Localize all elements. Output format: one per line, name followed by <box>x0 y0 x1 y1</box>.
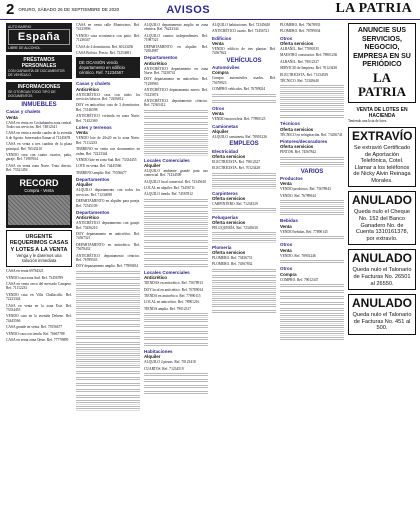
category-carpinteros: Carpinteros <box>212 190 238 196</box>
text-filler <box>144 258 208 262</box>
text-filler <box>144 122 208 126</box>
category-anticretico: Anticrético <box>144 60 167 66</box>
classified-ad: ALQUILO departamento amplio en zona céntrica. Ref. 76223344 <box>144 23 208 32</box>
classified-ad: CASA en venta en Cochabamba zona central. Todos sus servicios. Ref. 74812341 <box>6 120 72 130</box>
text-filler <box>280 212 344 216</box>
category-otros: Otros <box>280 266 293 272</box>
category-anticretico: Anticrético <box>76 215 99 221</box>
text-filler <box>280 157 344 161</box>
category-productos: Productos <box>280 176 303 182</box>
text-filler <box>280 337 344 341</box>
text-filler <box>144 222 208 226</box>
text-filler <box>144 110 208 114</box>
classified-ad: PLOMERO. Ref. 73456731 <box>212 255 253 260</box>
section-empleos: EMPLEOS <box>229 141 259 148</box>
classified-ad: VENDO. Ref. 76789044 <box>280 193 316 198</box>
category-edificios: Edificios <box>212 35 232 41</box>
text-filler <box>144 391 208 395</box>
classified-ad: DEPARTAMENTO en alquiler. Ref. 72654987 <box>144 44 208 54</box>
category-plomeria: Plomería <box>212 244 232 250</box>
classified-ad: CASA en venta cerca del mercado Campero. Ref. 71112233 <box>6 281 72 291</box>
notice-box <box>348 107 416 123</box>
classified-ad: TERRENO amplio. Ref. 75556677 <box>76 170 127 175</box>
category-oferta-servicios: Oferta servicios <box>212 219 246 225</box>
category-oferta-servicios: Oferta servicios <box>212 195 246 201</box>
prestamos-ad <box>6 55 72 79</box>
record-sub: Compra - Venta <box>24 187 54 193</box>
text-filler <box>144 331 208 335</box>
category-otros: Otros <box>280 242 293 248</box>
classified-ad: PLOMERO. Ref. 75678933 <box>280 23 321 27</box>
classified-ad: CASA en venta a tres cuadras de la plaza principal. Ref. 76543210 <box>6 142 72 151</box>
anulado-title-3: ANULADO <box>352 296 412 311</box>
text-filler <box>76 288 140 292</box>
text-filler <box>280 331 344 335</box>
classified-ad: VENDO productos. Ref. 75678943 <box>280 187 331 192</box>
classified-ad: PLOMERO. Ref. 76789034 <box>280 29 321 34</box>
classified-ad: TÉCNICO en refrigeración. Ref. 73456741 <box>280 132 343 137</box>
text-filler <box>212 208 276 212</box>
category-departamentos: Departamentos <box>76 209 110 215</box>
section-varios: VARIOS <box>300 168 324 175</box>
category-venta: Venta <box>280 181 292 187</box>
text-filler <box>212 178 276 182</box>
classified-ad: PELUQUERÍA. Ref. 72345630 <box>212 225 258 230</box>
newspaper-logo: LA PATRIA <box>335 1 412 16</box>
classified-ad: TIENDA amplia. Ref. 79012317 <box>144 306 192 311</box>
category-compra: Compra <box>212 70 229 76</box>
auto-barrio-small: AUTO BARRIO <box>8 25 32 29</box>
espana-logo: España <box>17 31 61 43</box>
text-filler <box>76 277 140 281</box>
text-filler <box>212 184 276 188</box>
informaciones-title: INFORMACIONES <box>17 84 61 90</box>
category-tecnicos: Técnicos <box>280 121 300 127</box>
text-filler <box>144 379 208 383</box>
text-filler <box>212 286 276 290</box>
column-5 <box>280 23 344 509</box>
text-filler <box>144 199 208 203</box>
classified-ad: ELECTRICISTA. Ref. 79012327 <box>212 159 261 164</box>
classified-ad: ANTICRÉTICO departamento nuevo. Ref. 74125874 <box>144 88 208 97</box>
text-filler <box>212 94 276 98</box>
anulado-text-2: Queda nulo el Talonario de Facturas No. 26501 al 26550. <box>352 267 412 287</box>
text-filler <box>280 308 344 312</box>
text-filler <box>144 228 208 232</box>
classified-ad: SERVICIO de limpieza. Ref. 70123438 <box>280 66 338 71</box>
text-filler <box>144 319 208 323</box>
column-6 <box>348 23 416 509</box>
text-filler <box>144 151 208 155</box>
category-casas: Casas y chalets <box>76 81 111 87</box>
classified-ad: PINTOR. Ref. 74567842 <box>280 150 317 155</box>
promo-box <box>348 23 416 103</box>
notice-title: VENTA DE LOTES EN HACIENDA <box>356 106 408 119</box>
classified-ad: DOY departamento en anticrético. Ref. 71258963 <box>144 77 208 86</box>
text-filler <box>76 395 140 399</box>
text-filler <box>280 325 344 329</box>
text-filler <box>144 240 208 244</box>
anulado-text-1: Queda nulo el Cheque No. 152 del Banco Ganadero No. de Cuenta 1310161378, por extravío. <box>354 209 410 242</box>
category-locales: Locales Comerciales <box>144 269 190 275</box>
category-oferta-servicios: Oferta servicios <box>280 144 314 150</box>
category-alquiler: Alquiler <box>76 182 93 188</box>
section-inmuebles: INMUEBLES <box>21 102 57 108</box>
classified-ad: ANTICRÉTICO departamento con garaje. Ref. 73456210 <box>76 221 140 230</box>
classified-ad: PLOMERO. Ref. 74567832 <box>212 262 253 267</box>
auto-barrio-sub: LIBRE DE ALCOHOL <box>8 46 41 50</box>
column-3 <box>144 23 208 509</box>
text-filler <box>280 319 344 323</box>
map-image <box>8 195 70 225</box>
classified-ad: VENDO casa en la avenida Dehene. Ref. 74445566 <box>6 314 72 323</box>
text-filler <box>76 353 140 357</box>
classified-ad: ANTICRÉTICO vivienda en zona Norte. Ref. 71452369 <box>76 114 140 123</box>
text-filler <box>212 238 276 242</box>
category-venta: Venta <box>212 111 224 117</box>
text-filler <box>212 275 276 279</box>
classified-ad: ALQUILO local comercial. Ref. 72345610 <box>144 179 207 184</box>
urgente-banner <box>6 230 72 268</box>
text-filler <box>76 283 140 287</box>
text-filler <box>76 389 140 393</box>
classified-ad: CARPINTERO. Ref. 71234529 <box>212 201 258 206</box>
category-lotes: Lotes y terrenos <box>76 125 112 131</box>
classified-ad: CASA grande en venta. Ref. 75556677 <box>6 325 63 330</box>
text-filler <box>280 296 344 300</box>
classified-ad: CASA en venta a media cuadra de la avenida 6 de Agosto. Interesados llamar al 71245678 <box>6 131 72 140</box>
page-date: ORURO, SÁBADO 26 DE SEPTIEMBRE DE 2020 <box>18 7 120 12</box>
text-filler <box>212 304 276 308</box>
category-locales: Locales Comerciales <box>144 157 190 163</box>
text-filler <box>76 400 140 404</box>
category-otros: Otros <box>280 35 293 41</box>
classified-ad: LOCAL en anticrético. Ref. 78901216 <box>144 300 200 305</box>
text-filler <box>144 139 208 143</box>
classified-ad: CASA en venta en la zona Este. Ref. 73334455 <box>6 303 72 313</box>
text-filler <box>280 115 344 119</box>
classified-ad: TERRENO en venta con documentos en orden. Ref. 72223344 <box>76 147 140 156</box>
text-filler <box>144 234 208 238</box>
text-filler <box>76 306 140 310</box>
text-filler <box>212 310 276 314</box>
text-filler <box>76 359 140 363</box>
column-2 <box>76 23 140 509</box>
classified-ad: ANTICRÉTICO departamento céntrico. Ref. 76789543 <box>76 253 140 262</box>
record-banner <box>6 175 72 228</box>
classified-ad: Compro automóviles usados. Ref. 75678923 <box>212 76 276 85</box>
text-filler <box>212 173 276 177</box>
text-filler <box>76 347 140 351</box>
anulado-title-1: ANULADO <box>352 193 412 208</box>
classified-ad: ANTICRÉTICO casa con todos los servicios básicos. Ref. 72456812 <box>76 92 140 102</box>
text-filler <box>144 343 208 347</box>
text-filler <box>144 373 208 377</box>
prestamos-body: CON GARANTÍA DE DOCUMENTOS DE VEHÍCULO <box>8 69 65 77</box>
column-1 <box>6 23 72 509</box>
auto-barrio-ad <box>6 23 72 52</box>
text-filler <box>144 252 208 256</box>
notice-body: Teniendo una lista de lotes. <box>348 118 388 123</box>
classified-ad: ALQUILO camioneta. Ref. 78901226 <box>212 134 267 139</box>
column-4 <box>212 23 276 509</box>
section-vehiculos: VEHÍCULOS <box>226 57 262 64</box>
text-filler <box>280 302 344 306</box>
classified-ad: VENDO lote en zona Sud. Ref. 73334455 <box>76 157 137 162</box>
anulado-title-2: ANULADO <box>352 251 412 266</box>
category-venta: Venta <box>280 223 292 229</box>
text-filler <box>76 312 140 316</box>
text-filler <box>144 145 208 149</box>
category-oferta-servicios: Oferta servicios <box>212 249 246 255</box>
classified-ad: VENDO. Ref. 78901246 <box>280 253 316 258</box>
category-oferta-servicios: Oferta servicios <box>280 41 314 47</box>
classified-ad: VENDO casa con cuatro cuartos, patio, garaje. Ref. 71987654 <box>6 153 72 162</box>
category-anticretico: Anticrético <box>76 86 99 92</box>
text-filler <box>144 205 208 209</box>
text-filler <box>280 162 344 166</box>
classified-ad: LOCAL en alquiler. Ref. 73456711 <box>144 185 195 190</box>
classified-ad: DEPARTAMENTO en alquiler para pareja. Ref. 72345109 <box>76 199 140 208</box>
category-automoviles: Automóviles <box>212 65 240 71</box>
text-filler <box>76 336 140 340</box>
text-filler <box>76 342 140 346</box>
text-filler <box>280 109 344 113</box>
text-filler <box>76 406 140 410</box>
classified-ad: VENDO bebidas. Ref. 77890145 <box>280 229 328 234</box>
page-number: 2 <box>6 1 15 18</box>
text-filler <box>76 330 140 334</box>
classified-ad: ALQUILO habitaciones. Ref. 72345620 <box>212 23 270 27</box>
text-filler <box>144 246 208 250</box>
dpto-box-ad <box>76 57 140 78</box>
text-filler <box>280 91 344 95</box>
category-compra: Compra <box>280 271 297 277</box>
text-filler <box>280 206 344 210</box>
text-filler <box>144 211 208 215</box>
category-alquiler: Alquiler <box>212 128 229 134</box>
category-peluquerias: Peluquerías <box>212 214 239 220</box>
promo-text: ANUNCIE SUS SERVICIOS, NEGOCIO, EMPRESA EN SU PERIÓDICO <box>353 27 411 68</box>
classified-ad: VENDO casa económica con patio. Ref. 71236547 <box>76 33 140 43</box>
category-bebidas: Bebidas <box>280 218 298 224</box>
classified-ad: VENDO casa con tienda. Ref. 76667788 <box>6 331 65 336</box>
category-alquiler: Alquiler <box>144 354 161 360</box>
informaciones-ad <box>6 82 72 100</box>
classified-ad: CASA en venta 69784321 <box>6 269 44 274</box>
text-filler <box>76 294 140 298</box>
text-filler <box>280 236 344 240</box>
classified-ad: TÉCNICO. Ref. 72345640 <box>280 79 319 84</box>
classified-ad: ALBAÑIL. Ref. 79012337 <box>280 59 319 64</box>
category-casas-venta: Venta <box>6 114 18 120</box>
classified-ad: ANTICRÉTICO cuarto. Ref. 73456721 <box>212 29 269 34</box>
classified-ad: CUARTOS. Ref. 71234519 <box>144 366 184 371</box>
text-filler <box>280 260 344 264</box>
classified-ad: LOTE en venta. Ref. 74445566 <box>76 164 122 169</box>
classified-ad: DOY departamento en anticrético. Ref. 74567321 <box>76 231 140 241</box>
classified-ad: ALQUILO tienda. Ref. 74567812 <box>144 192 193 197</box>
classified-ad: COMPRO vehículos. Ref. 76789024 <box>212 87 266 92</box>
classified-ad: ALBAÑIL. Ref. 77890135 <box>280 47 319 52</box>
classified-ad: CASA de 4 dormitorios. Ref. 60123456 <box>76 44 134 49</box>
text-filler <box>280 284 344 288</box>
text-filler <box>280 97 344 101</box>
text-filler <box>212 292 276 296</box>
text-filler <box>212 298 276 302</box>
text-filler <box>144 128 208 132</box>
classified-ad: VENDO motocicleta. Ref. 77890125 <box>212 117 266 122</box>
category-casas: Casas y chalets <box>6 109 41 115</box>
prestamos-title: PRÉSTAMOS PERSONALES <box>21 57 57 69</box>
classified-ad: VENDO edificio de tres plantas. Ref. 74567822 <box>212 47 276 56</box>
anulado-box-3 <box>348 294 416 335</box>
informaciones-body: SE OTORGAN TODO TIPO DE DOCUMENTOS <box>8 90 56 98</box>
classified-ad: ALQUILO cuartos independientes. Ref. 71987321 <box>144 33 208 43</box>
text-filler <box>76 377 140 381</box>
classified-ad: CASA en venta zona Norte. Trato directo. Ref. 73321456 <box>6 163 72 173</box>
page-header <box>0 0 420 20</box>
category-departamentos: Departamentos <box>76 177 110 183</box>
extravio-text: Se extravió Certificado de Aportación Telefónica, Cotel. Llamar a los teléfonos de Nicky Alvin Reinaga Morales. <box>353 144 411 184</box>
text-filler <box>76 365 140 369</box>
extravio-box <box>348 127 416 188</box>
text-filler <box>280 200 344 204</box>
classified-ad: DEPARTAMENTO en anticrético. Ref. 75678432 <box>76 242 140 252</box>
classified-ad: TIENDAS en anticrético. Ref. 75678913 <box>144 281 203 286</box>
urgente-title: URGENTE REQUERIMOS CASAS Y LOTES A LA VENTA <box>9 233 69 253</box>
category-oferta-servicios: Oferta servicios <box>280 126 314 132</box>
classified-ad: DOY local en anticrético. Ref. 76789014 <box>144 287 204 292</box>
category-otros: Otros <box>212 105 225 111</box>
text-filler <box>212 100 276 104</box>
classified-ad: CASA Bolivia. Precio. Ref. 73254691 <box>76 51 132 56</box>
category-oferta-servicios: Oferta servicios <box>212 153 246 159</box>
classified-ad: ALQUILO 2 piezas. Ref. 70123418 <box>144 360 196 365</box>
classified-ad: MAESTRO constructor. Ref. 78901236 <box>280 53 338 58</box>
text-filler <box>144 313 208 317</box>
urgente-body: Venga y le daremos una solución inmediata <box>16 253 62 264</box>
classified-ad: COMPRO. Ref. 79012347 <box>280 277 319 282</box>
text-filler <box>280 290 344 294</box>
text-filler <box>76 318 140 322</box>
category-lotes-venta: Venta <box>76 130 88 136</box>
text-filler <box>76 371 140 375</box>
classified-ad: VENDO casa zona Sud. Ref. 75456789 <box>6 275 63 280</box>
text-filler <box>212 280 276 284</box>
classified-ad: VENDO lote de 20x20 en la zona Norte. Ref. 71112233 <box>76 136 140 145</box>
promo-logo: LA PATRIA <box>358 69 406 99</box>
category-pintores: Pintores/decoradores <box>280 138 328 144</box>
classified-ad: ALQUILO ambiente grande para uso comercial. Ref. 71234509 <box>144 168 208 178</box>
anulado-box-1 <box>348 191 416 245</box>
text-filler <box>144 116 208 120</box>
text-filler <box>212 269 276 273</box>
text-filler <box>76 383 140 387</box>
anulado-box-2 <box>348 249 416 290</box>
category-departamentos: Departamentos <box>144 55 178 61</box>
section-title: AVISOS <box>166 3 211 16</box>
category-habitaciones: Habitaciones <box>144 349 173 355</box>
text-filler <box>144 133 208 137</box>
text-filler <box>76 271 140 275</box>
text-filler <box>144 337 208 341</box>
text-filler <box>212 232 276 236</box>
category-camionetas: Camionetas <box>212 123 239 129</box>
classified-ad: ANTICRÉTICO departamento en zona Norte. Ref. 73258741 <box>144 66 208 76</box>
anulado-text-3: Queda nulo el Talonario de Facturas No. 451 al 500. <box>352 312 412 332</box>
text-filler <box>144 325 208 329</box>
record-title: RECORD <box>19 177 59 188</box>
category-venta: Venta <box>212 41 224 47</box>
classified-ad: DOY departamento amplio. Ref. 77890654 <box>76 264 139 269</box>
classified-ad: CASA en venta zona Oeste. Ref. 77778899 <box>6 338 69 343</box>
extravio-title: EXTRAVÍO <box>352 128 413 143</box>
text-filler <box>280 313 344 317</box>
dpto-box-text: DE OCASIÓN vendo departamento en edificio céntrico. Ref. 71234567 <box>79 60 125 76</box>
classified-ad: ELECTRICISTA. Ref. 71234539 <box>280 72 329 77</box>
text-filler <box>76 324 140 328</box>
text-filler <box>280 103 344 107</box>
classified-ad: ALQUILO departamento con todos los servicios. Ref. 71234098 <box>76 188 140 197</box>
text-filler <box>144 216 208 220</box>
classified-ad: CASA en venta calle Montecinos. Ref. 74125896 <box>76 23 140 32</box>
category-alquiler: Alquiler <box>144 162 161 168</box>
classified-ad: DOY en anticrético casa de 3 dormitorios. Ref. 73146598 <box>76 103 140 112</box>
classified-ad: ELECTRICISTA. Ref. 70123428 <box>212 166 261 171</box>
category-venta: Venta <box>280 247 292 253</box>
classified-ad: VENDO casa en Villa Challacollo. Ref. 72223344 <box>6 292 72 302</box>
text-filler <box>144 264 208 268</box>
text-filler <box>144 385 208 389</box>
classified-ad: TIENDA en anticrético. Ref. 77890115 <box>144 293 201 298</box>
category-anticretico: Anticrético <box>144 275 167 281</box>
classified-ad: ANTICRÉTICO departamento céntrico. Ref. 72365412 <box>144 99 208 108</box>
text-filler <box>76 300 140 304</box>
text-filler <box>280 85 344 89</box>
category-electricidad: Electricidad <box>212 148 239 154</box>
